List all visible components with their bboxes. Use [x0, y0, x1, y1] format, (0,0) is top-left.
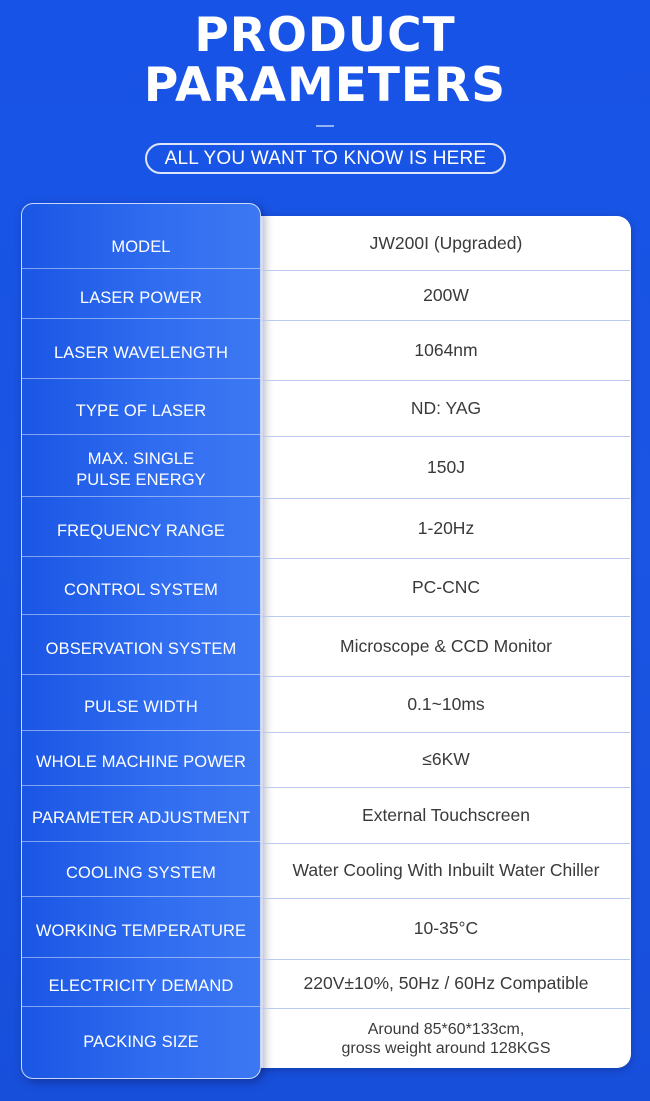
label-row-divider — [22, 730, 260, 731]
spec-value: 0.1~10ms — [407, 693, 485, 714]
spec-label: PULSE WIDTH — [84, 697, 198, 716]
spec-value: 1-20Hz — [417, 517, 475, 538]
spec-label: WHOLE MACHINE POWER — [36, 753, 246, 771]
spec-label: LASER POWER — [79, 288, 203, 307]
spec-label: LASER WAVELENGTH — [54, 343, 228, 362]
label-row-divider — [22, 957, 260, 958]
spec-value: Around 85*60*133cm, gross weight around 128KGS — [341, 1021, 551, 1057]
spec-value: ≤6KW — [422, 749, 470, 769]
page-title-line2: PARAMETERS — [143, 58, 507, 113]
label-row-divider — [22, 556, 260, 557]
label-row-divider — [22, 614, 260, 615]
tagline-badge: ALL YOU WANT TO KNOW IS HERE — [145, 143, 506, 174]
spec-label: TYPE OF LASER — [75, 401, 207, 420]
label-row-divider — [22, 1006, 260, 1007]
spec-value: JW200I (Upgraded) — [369, 232, 523, 253]
spec-value: 150J — [427, 456, 465, 477]
spec-label: FREQUENCY RANGE — [56, 521, 226, 540]
label-row-divider — [22, 496, 260, 497]
spec-value: 10-35°C — [413, 918, 479, 938]
spec-value: ND: YAG — [410, 397, 482, 418]
spec-value: External Touchscreen — [362, 804, 530, 825]
spec-label: PACKING SIZE — [83, 1032, 199, 1051]
label-row-divider — [22, 896, 260, 897]
title-divider — [316, 125, 334, 127]
label-row-divider — [22, 785, 260, 786]
spec-value: PC-CNC — [411, 576, 481, 597]
label-row-divider — [22, 674, 260, 675]
label-row-divider — [22, 378, 260, 379]
label-row-divider — [22, 268, 260, 269]
spec-label: MODEL — [111, 237, 171, 256]
spec-label: PARAMETER ADJUSTMENT — [31, 808, 251, 827]
spec-label: CONTROL SYSTEM — [64, 580, 218, 599]
spec-value: 200W — [423, 284, 469, 305]
spec-label: WORKING TEMPERATURE — [35, 922, 247, 940]
page-title-line1: PRODUCT — [194, 8, 456, 63]
spec-value: 220V±10%, 50Hz / 60Hz Compatible — [303, 973, 589, 993]
spec-value: 1064nm — [414, 339, 478, 360]
label-row-divider — [22, 318, 260, 319]
spec-value: Water Cooling With Inbuilt Water Chiller — [292, 860, 600, 880]
spec-label: COOLING SYSTEM — [66, 864, 216, 882]
label-row-divider — [22, 434, 260, 435]
spec-label: ELECTRICITY DEMAND — [48, 977, 234, 995]
spec-label: OBSERVATION SYSTEM — [45, 639, 237, 658]
spec-label: MAX. SINGLE PULSE ENERGY — [76, 450, 206, 489]
label-row-divider — [22, 841, 260, 842]
spec-value: Microscope & CCD Monitor — [340, 635, 552, 656]
